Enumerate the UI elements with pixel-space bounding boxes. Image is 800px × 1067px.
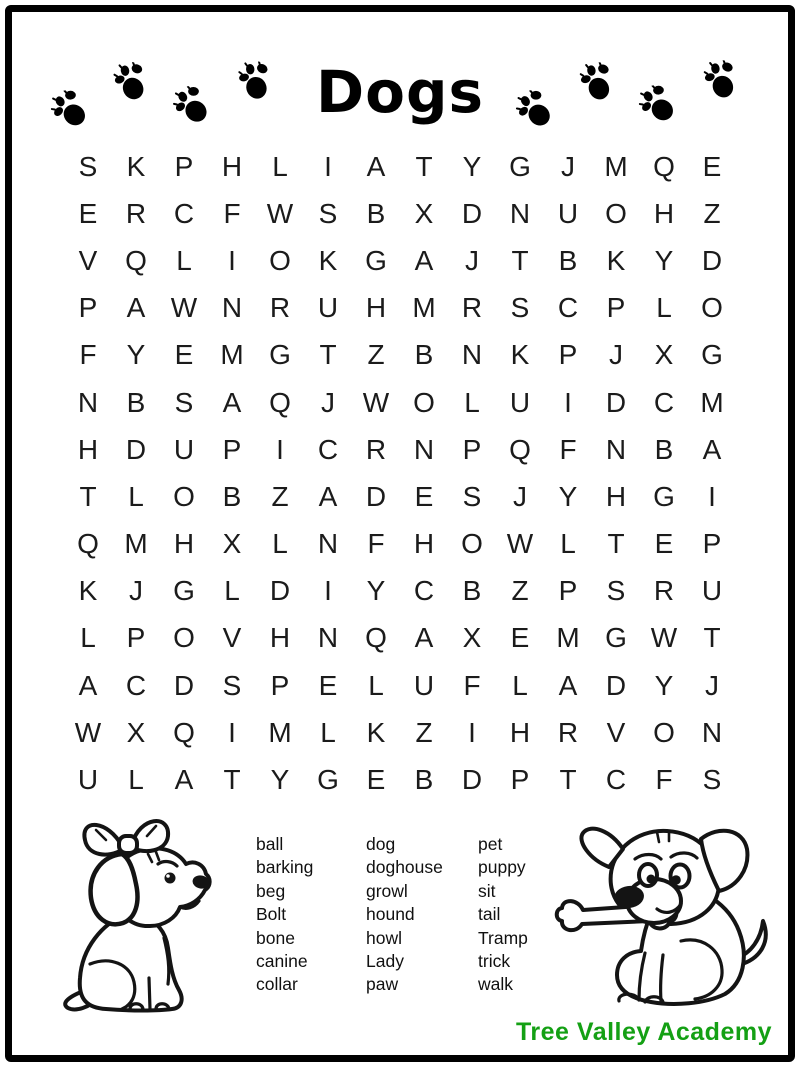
grid-letter: X — [462, 622, 482, 654]
grid-letter: I — [708, 480, 716, 512]
grid-letter: M — [220, 339, 244, 371]
word-column-2 — [366, 833, 443, 997]
grid-letter: F — [79, 339, 97, 371]
grid-letter: F — [559, 433, 577, 465]
word-item: bone — [256, 927, 295, 948]
grid-letter: N — [317, 528, 339, 560]
grid-letter: A — [126, 292, 146, 324]
puzzle-title: Dogs — [315, 58, 485, 126]
grid-letter: Y — [558, 480, 578, 512]
grid-letter: J — [705, 669, 719, 701]
grid-letter: H — [173, 528, 195, 560]
grid-letter: B — [558, 244, 578, 276]
grid-letter: G — [605, 622, 627, 654]
grid-letter: Y — [126, 339, 146, 371]
grid-letter: H — [269, 622, 291, 654]
grid-letter: C — [125, 669, 147, 701]
grid-letter: G — [365, 244, 387, 276]
grid-letter: B — [222, 480, 242, 512]
grid-letter: A — [558, 669, 578, 701]
grid-letter: N — [317, 622, 339, 654]
grid-letter: Z — [415, 716, 433, 748]
grid-letter: O — [653, 716, 675, 748]
grid-row — [64, 143, 736, 190]
grid-letter: A — [414, 244, 434, 276]
grid-letter: U — [317, 292, 339, 324]
grid-letter: C — [557, 292, 579, 324]
grid-letter: I — [468, 716, 476, 748]
grid-letter: W — [266, 197, 294, 229]
grid-letter: I — [324, 575, 332, 607]
grid-letter: K — [126, 150, 146, 182]
grid-letter: J — [465, 244, 479, 276]
grid-row — [64, 332, 736, 379]
grid-letter: I — [276, 433, 284, 465]
grid-letter: Y — [366, 575, 386, 607]
grid-letter: H — [365, 292, 387, 324]
grid-row — [64, 285, 736, 332]
grid-row — [64, 756, 736, 803]
grid-letter: O — [173, 480, 195, 512]
word-item: tail — [478, 904, 501, 925]
grid-letter: T — [703, 622, 721, 654]
grid-letter: X — [222, 528, 242, 560]
grid-letter: A — [78, 669, 98, 701]
grid-letter: Z — [367, 339, 385, 371]
puppy-with-bow-illustration — [30, 806, 228, 1016]
grid-letter: W — [74, 716, 102, 748]
letter-grid — [64, 143, 736, 804]
grid-letter: Z — [703, 197, 721, 229]
grid-letter: O — [413, 386, 435, 418]
grid-letter: O — [701, 292, 723, 324]
grid-letter: L — [80, 622, 96, 654]
grid-letter: E — [702, 150, 722, 182]
grid-letter: U — [173, 433, 195, 465]
grid-letter: A — [222, 386, 242, 418]
grid-letter: N — [605, 433, 627, 465]
word-item: doghouse — [366, 857, 443, 878]
word-item: growl — [366, 880, 408, 901]
grid-letter: E — [174, 339, 194, 371]
grid-letter: L — [128, 764, 144, 796]
grid-letter: J — [129, 575, 143, 607]
grid-row — [64, 237, 736, 284]
grid-letter: T — [223, 764, 241, 796]
grid-letter: R — [653, 575, 675, 607]
word-item: hound — [366, 904, 415, 925]
word-item: canine — [256, 950, 308, 971]
grid-letter: T — [79, 480, 97, 512]
grid-letter: Q — [365, 622, 387, 654]
word-item: beg — [256, 880, 286, 901]
grid-letter: S — [462, 480, 482, 512]
grid-letter: Z — [511, 575, 529, 607]
grid-letter: O — [605, 197, 627, 229]
grid-letter: U — [557, 197, 579, 229]
grid-letter: A — [414, 622, 434, 654]
word-item: sit — [478, 880, 496, 901]
grid-letter: D — [605, 669, 627, 701]
grid-letter: H — [77, 433, 99, 465]
grid-letter: D — [269, 575, 291, 607]
word-item: Lady — [366, 950, 404, 971]
grid-letter: V — [606, 716, 626, 748]
grid-row — [64, 521, 736, 568]
grid-letter: G — [173, 575, 195, 607]
grid-letter: N — [461, 339, 483, 371]
grid-letter: Q — [269, 386, 291, 418]
grid-letter: B — [366, 197, 386, 229]
grid-letter: D — [461, 197, 483, 229]
grid-letter: J — [513, 480, 527, 512]
grid-row — [64, 568, 736, 615]
grid-letter: F — [463, 669, 481, 701]
grid-letter: X — [126, 716, 146, 748]
grid-letter: T — [511, 244, 529, 276]
grid-letter: M — [700, 386, 724, 418]
grid-letter: C — [173, 197, 195, 229]
grid-letter: V — [222, 622, 242, 654]
grid-letter: L — [176, 244, 192, 276]
grid-letter: W — [650, 622, 678, 654]
word-item: trick — [478, 950, 511, 971]
word-column-1 — [256, 833, 313, 997]
word-item: dog — [366, 834, 396, 854]
grid-letter: E — [366, 764, 386, 796]
grid-letter: I — [564, 386, 572, 418]
grid-letter: P — [78, 292, 98, 324]
grid-letter: J — [609, 339, 623, 371]
grid-letter: A — [174, 764, 194, 796]
grid-letter: E — [414, 480, 434, 512]
grid-letter: F — [655, 764, 673, 796]
grid-letter: Q — [509, 433, 531, 465]
grid-letter: R — [557, 716, 579, 748]
grid-letter: P — [174, 150, 194, 182]
grid-letter: K — [366, 716, 386, 748]
grid-letter: S — [702, 764, 722, 796]
grid-letter: T — [607, 528, 625, 560]
grid-letter: F — [223, 197, 241, 229]
grid-letter: T — [415, 150, 433, 182]
grid-letter: B — [414, 764, 434, 796]
grid-letter: D — [173, 669, 195, 701]
grid-letter: A — [702, 433, 722, 465]
grid-letter: J — [321, 386, 335, 418]
grid-letter: P — [558, 575, 578, 607]
grid-letter: B — [414, 339, 434, 371]
grid-letter: I — [228, 244, 236, 276]
word-item: pet — [478, 834, 503, 854]
grid-letter: D — [701, 244, 723, 276]
grid-row — [64, 426, 736, 473]
grid-letter: P — [510, 764, 530, 796]
grid-letter: L — [656, 292, 672, 324]
grid-row — [64, 709, 736, 756]
grid-letter: W — [170, 292, 198, 324]
grid-letter: Y — [654, 244, 674, 276]
grid-letter: X — [414, 197, 434, 229]
word-item: paw — [366, 974, 399, 995]
grid-letter: E — [318, 669, 338, 701]
puppy-with-bone-illustration — [553, 803, 778, 1009]
grid-letter: J — [561, 150, 575, 182]
grid-letter: E — [510, 622, 530, 654]
grid-letter: M — [604, 150, 628, 182]
grid-letter: O — [173, 622, 195, 654]
grid-letter: R — [461, 292, 483, 324]
grid-letter: N — [221, 292, 243, 324]
grid-row — [64, 190, 736, 237]
grid-letter: Q — [173, 716, 195, 748]
grid-letter: L — [320, 716, 336, 748]
grid-letter: C — [653, 386, 675, 418]
grid-letter: T — [559, 764, 577, 796]
grid-letter: G — [509, 150, 531, 182]
grid-letter: A — [318, 480, 338, 512]
grid-letter: D — [461, 764, 483, 796]
grid-letter: I — [228, 716, 236, 748]
grid-letter: Y — [270, 764, 290, 796]
grid-letter: D — [605, 386, 627, 418]
grid-letter: C — [605, 764, 627, 796]
grid-letter: M — [412, 292, 436, 324]
word-item: puppy — [478, 857, 526, 878]
grid-letter: K — [318, 244, 338, 276]
grid-letter: K — [606, 244, 626, 276]
grid-letter: F — [367, 528, 385, 560]
grid-letter: K — [78, 575, 98, 607]
grid-letter: R — [269, 292, 291, 324]
grid-letter: U — [413, 669, 435, 701]
grid-letter: Y — [462, 150, 482, 182]
word-item: ball — [256, 834, 284, 854]
grid-letter: D — [125, 433, 147, 465]
grid-letter: C — [413, 575, 435, 607]
grid-letter: L — [128, 480, 144, 512]
grid-letter: E — [78, 197, 98, 229]
grid-letter: N — [701, 716, 723, 748]
grid-letter: H — [413, 528, 435, 560]
grid-letter: L — [272, 150, 288, 182]
grid-letter: L — [368, 669, 384, 701]
grid-letter: S — [222, 669, 242, 701]
grid-letter: S — [510, 292, 530, 324]
grid-letter: G — [701, 339, 723, 371]
grid-letter: X — [654, 339, 674, 371]
grid-letter: H — [653, 197, 675, 229]
grid-letter: B — [654, 433, 674, 465]
site-credit: Tree Valley Academy — [516, 1018, 772, 1046]
grid-letter: Q — [653, 150, 675, 182]
grid-letter: M — [124, 528, 148, 560]
grid-letter: P — [270, 669, 290, 701]
grid-letter: L — [224, 575, 240, 607]
grid-row — [64, 473, 736, 520]
grid-row — [64, 379, 736, 426]
grid-letter: P — [702, 528, 722, 560]
grid-letter: P — [126, 622, 146, 654]
word-item: Bolt — [256, 904, 287, 925]
grid-letter: G — [269, 339, 291, 371]
grid-letter: L — [464, 386, 480, 418]
grid-letter: E — [654, 528, 674, 560]
grid-letter: I — [324, 150, 332, 182]
grid-letter: C — [317, 433, 339, 465]
grid-letter: R — [125, 197, 147, 229]
grid-letter: L — [512, 669, 528, 701]
grid-letter: M — [268, 716, 292, 748]
grid-row — [64, 615, 736, 662]
word-item: barking — [256, 857, 314, 878]
word-item: walk — [478, 974, 514, 995]
grid-letter: B — [462, 575, 482, 607]
grid-letter: U — [701, 575, 723, 607]
grid-letter: L — [560, 528, 576, 560]
grid-letter: H — [605, 480, 627, 512]
grid-letter: Q — [125, 244, 147, 276]
grid-letter: Q — [77, 528, 99, 560]
grid-letter: D — [365, 480, 387, 512]
grid-letter: P — [606, 292, 626, 324]
grid-letter: S — [78, 150, 98, 182]
grid-letter: L — [272, 528, 288, 560]
word-item: Tramp — [478, 927, 528, 948]
grid-letter: H — [509, 716, 531, 748]
grid-letter: T — [319, 339, 337, 371]
word-item: howl — [366, 927, 402, 948]
word-item: collar — [256, 974, 298, 995]
grid-letter: A — [366, 150, 386, 182]
grid-letter: S — [606, 575, 626, 607]
grid-letter: Y — [654, 669, 674, 701]
grid-letter: N — [77, 386, 99, 418]
grid-letter: P — [558, 339, 578, 371]
grid-letter: U — [509, 386, 531, 418]
grid-letter: V — [78, 244, 98, 276]
grid-letter: R — [365, 433, 387, 465]
grid-letter: H — [221, 150, 243, 182]
grid-letter: G — [653, 480, 675, 512]
grid-letter: G — [317, 764, 339, 796]
grid-letter: O — [461, 528, 483, 560]
grid-row — [64, 662, 736, 709]
grid-letter: O — [269, 244, 291, 276]
grid-letter: N — [413, 433, 435, 465]
grid-letter: U — [77, 764, 99, 796]
grid-letter: S — [318, 197, 338, 229]
grid-letter: K — [510, 339, 530, 371]
grid-letter: M — [556, 622, 580, 654]
grid-letter: P — [222, 433, 242, 465]
grid-letter: W — [362, 386, 390, 418]
grid-letter: Z — [271, 480, 289, 512]
grid-letter: P — [462, 433, 482, 465]
grid-letter: B — [126, 386, 146, 418]
word-column-3 — [478, 833, 528, 997]
grid-letter: S — [174, 386, 194, 418]
grid-letter: N — [509, 197, 531, 229]
grid-letter: W — [506, 528, 534, 560]
